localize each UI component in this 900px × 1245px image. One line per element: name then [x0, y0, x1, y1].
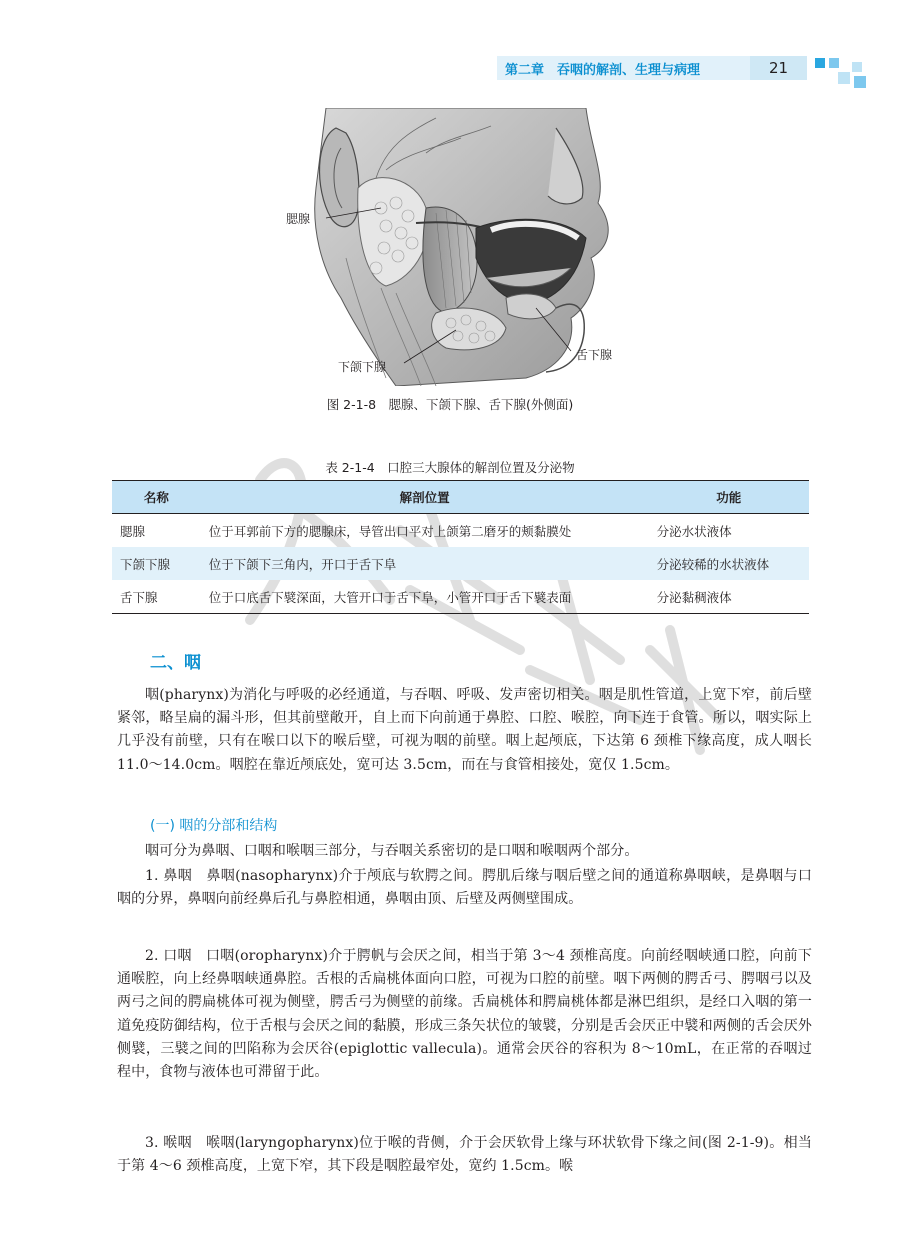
- column-header-name: 名称: [112, 481, 201, 514]
- cell-name: 腮腺: [120, 523, 146, 539]
- section-heading: 二、咽: [150, 653, 201, 673]
- table-row: [112, 547, 809, 580]
- chapter-title: 第二章 吞咽的解剖、生理与病理: [505, 62, 701, 78]
- anatomy-illustration: [286, 108, 616, 386]
- label-submandibular: 下颌下腺: [338, 360, 387, 374]
- decor-square: [852, 62, 862, 72]
- cell-function: 分泌水状液体: [656, 523, 732, 539]
- running-header: [497, 56, 807, 80]
- decor-square: [854, 76, 866, 88]
- paragraph-divisions: 咽可分为鼻咽、口咽和喉咽三部分，与吞咽关系密切的是口咽和喉咽两个部分。: [145, 843, 639, 859]
- cell-name: 舌下腺: [112, 580, 201, 614]
- table-row: [112, 514, 809, 548]
- decor-square: [815, 58, 825, 68]
- cell-function: 分泌黏稠液体: [649, 580, 809, 614]
- paragraph-intro: 咽(pharynx)为消化与呼吸的必经通道，与吞咽、呼吸、发声密切相关。咽是肌性管道，上宽下窄，前后壁紧邻，略呈扁的漏斗形，但其前壁敞开，自上而下向前通于鼻腔、口腔、喉腔，向下连于食管。所以，咽实际上几乎没有前壁，只有在喉口以下的喉后壁，可视为咽的前壁。咽上起颅底，下达第 6 颈椎下缘高度，成人咽长 11.0～14.0cm。咽腔在靠近颅底处，宽可达 3.5cm，而在与食管相接处，宽仅 1.5cm。: [117, 687, 812, 773]
- column-header-location: 解剖位置: [201, 481, 649, 514]
- table-row: [112, 580, 809, 614]
- decor-square: [829, 58, 839, 68]
- figure-caption: 图 2-1-8 腮腺、下颌下腺、舌下腺(外侧面): [326, 397, 574, 412]
- paragraph-oropharynx: 2. 口咽 口咽(oropharynx)介于腭帆与会厌之间，相当于第 3～4 颈椎高度。向前经咽峡通口腔，向前下通喉腔，向上经鼻咽峡通鼻腔。舌根的舌扁桃体面向口腔，可视为口腔的前壁。咽下两侧的腭舌弓、腭咽弓以及两弓之间的腭扁桃体可视为侧壁，腭舌弓为侧壁的前缘。舌扁桃体和腭扁桃体都是淋巴组织，是经口入咽的第一道免疫防御结构，位于舌根与会厌之间的黏膜，形成三条矢状位的皱襞，分别是舌会厌正中襞和两侧的舌会厌外侧襞，三襞之间的凹陷称为会厌谷(epiglottic vallecula)。通常会厌谷的容积为 8～10mL，在正常的吞咽过程中，食物与液体也可滞留于此。: [117, 948, 813, 1081]
- salivary-glands-drawing: [286, 108, 616, 386]
- subsection-heading: (一) 咽的分部和结构: [150, 818, 278, 834]
- cell-location: 位于耳郭前下方的腮腺床，导管出口平对上颌第二磨牙的颊黏膜处: [208, 523, 572, 539]
- paragraph-nasopharynx: 1. 鼻咽 鼻咽(nasopharynx)介于颅底与软腭之间。腭肌后缘与咽后壁之间的通道称鼻咽峡，是鼻咽与口咽的分界，鼻咽向前经鼻后孔与鼻腔相通，鼻咽由顶、后壁及两侧壁围成。: [117, 868, 812, 908]
- decor-square: [838, 72, 850, 84]
- paragraph-laryngopharynx: 3. 喉咽 喉咽(laryngopharynx)位于喉的背侧，介于会厌软骨上缘与环状软骨下缘之间(图 2-1-9)。相当于第 4～6 颈椎高度，上宽下窄，其下段是咽腔最窄处，宽约 1.5cm。喉: [117, 1135, 812, 1175]
- label-sublingual: 舌下腺: [576, 348, 613, 362]
- table-caption: 表 2-1-4 口腔三大腺体的解剖位置及分泌物: [325, 460, 575, 475]
- cell-function: 分泌较稀的水状液体: [649, 547, 809, 580]
- column-header-function: 功能: [649, 481, 809, 514]
- table-header-row: [112, 481, 809, 514]
- cell-location: 位于口底舌下襞深面，大管开口于舌下阜，小管开口于舌下襞表面: [201, 580, 649, 614]
- glands-table: [112, 480, 809, 614]
- cell-location: 位于下颌下三角内，开口于舌下阜: [201, 547, 649, 580]
- page-number: 21: [750, 56, 807, 80]
- label-parotid: 腮腺: [286, 212, 311, 226]
- cell-name: 下颌下腺: [112, 547, 201, 580]
